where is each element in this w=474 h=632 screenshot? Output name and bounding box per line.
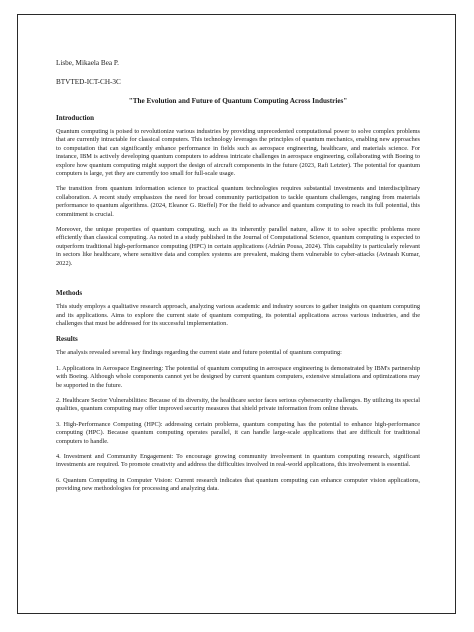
section-gap <box>56 275 420 289</box>
results-item: 1. Applications in Aerospace Engineering: The potential of quantum computing in aerospace engineering is demonstrated by IBM's partnership with Boeing. Although whole components cannot yet be designed by current quantum computers, extensive simulations and optimizations may be supported in the future. <box>56 364 420 389</box>
document-page <box>17 14 456 614</box>
results-item: 4. Investment and Community Engagement: To encourage growing community involvement in quantum computing research, significant investments are required. To promote creativity and address the difficulties involved in real-world applications, this involvement is essential. <box>56 452 420 469</box>
methods-heading: Methods <box>56 289 83 298</box>
results-intro: The analysis revealed several key findings regarding the current state and future potential of quantum computing: <box>56 349 342 357</box>
author-name: Lisbe, Mikaela Bea P. <box>56 59 119 67</box>
results-item: 2. Healthcare Sector Vulnerabilities: Because of its diversity, the healthcare sector faces serious cybersecurity challenges. By utilizing its special qualities, quantum computing may offer improved security measures that shield private information from online threats. <box>56 396 420 413</box>
course-code: BTVTED-ICT-CH-3C <box>56 78 121 86</box>
results-item: 3. High-Performance Computing (HPC): addressing certain problems, quantum computing has the potential to enhance high-performance computing (HPC). Because quantum computing operates parallel, it can handle large-scale applications that are difficult for traditional computers to handle. <box>56 420 420 445</box>
introduction-paragraph: Quantum computing is poised to revolutionize various industries by providing unprecedented computational power to solve complex problems that are currently intractable for classical computers. This technology leverages the principles of quantum mechanics, enabling new approaches to computation that can significantly enhance performance in fields such as aerospace engineering, healthcare, and materials science. For instance, IBM is actively developing quantum computers to address intricate challenges in aerospace engineering, collaborating with Boeing to explore how quantum computing might support the design of aircraft components in the future (2023, Rafi Letzter). The potential for quantum computers is large, yet they are currently too small for full-scale usage. <box>56 128 420 178</box>
document-content <box>56 59 420 501</box>
methods-paragraph: This study employs a qualitative research approach, analyzing various academic and industry sources to gather insights on quantum computing and its applications. Aims to explore the current state of quantum computing, its potential applications across various industries, and the challenges that must be addressed for its successful implementation. <box>56 303 420 327</box>
introduction-heading: Introduction <box>56 114 94 122</box>
document-title: "The Evolution and Future of Quantum Computing Across Industries" <box>128 97 348 105</box>
results-item: 6. Quantum Computing in Computer Vision: Current research indicates that quantum computing can enhance computer vision applications, providing new methodologies for processing and analyzing data. <box>56 476 420 493</box>
introduction-paragraph: Moreover, the unique properties of quantum computing, such as its inherently parallel nature, allow it to solve specific problems more efficiently than classical computing. As noted in a study published in the Journal of Computational Science, quantum computing is expected to outperform traditional high-performance computing (HPC) in certain applications (Adrián Pousa, 2024). This capability is particularly relevant in sectors like healthcare, where sensitive data and complex systems are prevalent, making them vulnerable to cyber-attacks (Avinash Kumar, 2022). <box>56 226 420 267</box>
introduction-paragraph: The transition from quantum information science to practical quantum technologies requires substantial investments and interdisciplinary collaboration. A recent study emphasizes the need for broad community participation to tackle quantum challenges, ranging from materials performance to quantum algorithms. (2024, Eleanor G. Rieffel) For the field to advance and quantum computing to reach its full potential, this commitment is crucial. <box>56 185 420 218</box>
results-heading: Results <box>56 335 78 344</box>
